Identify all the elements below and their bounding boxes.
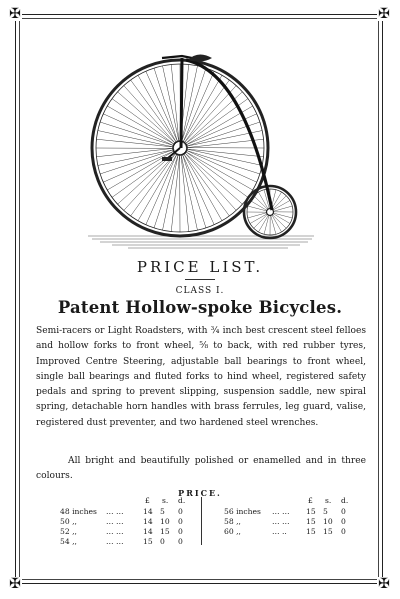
wheel-spoke (248, 213, 267, 218)
wheel-spoke (98, 131, 174, 148)
wheel-spoke (250, 201, 267, 211)
leader-dots: … … (272, 507, 290, 516)
wheel-spoke (272, 196, 286, 210)
finish-note: All bright and beautifully polished or enamelled and in three colours. (36, 456, 366, 481)
wheel-spoke (186, 150, 260, 174)
wheel-spoke (184, 152, 242, 204)
wheel-spoke (181, 154, 198, 230)
wheel-spoke (272, 215, 282, 232)
wheel-spoke (186, 149, 262, 166)
size-label: 54 ,, (60, 537, 77, 546)
price-pounds: 15 (306, 517, 316, 526)
wheel-spoke (254, 214, 268, 228)
wheel-spoke (100, 122, 174, 146)
wheel-spoke (254, 196, 268, 210)
title-rule (185, 279, 215, 280)
wheel-spoke (248, 206, 267, 211)
wheel-spoke (183, 153, 222, 221)
price-pence: 0 (341, 517, 346, 526)
price-shillings: 10 (160, 517, 170, 526)
leader-dots: … … (272, 517, 290, 526)
size-label: 58 ,, (224, 517, 241, 526)
leader-dots: … … (106, 507, 124, 516)
price-pence: 0 (178, 527, 183, 536)
wheel-spoke (271, 215, 276, 234)
size-label: 60 ,, (224, 527, 241, 536)
leader-dots: … … (106, 517, 124, 526)
product-description: Semi-racers or Light Roadsters, with ¾ inch best crescent steel felloes and hollow forks to front wheel, ⅝ to back, with red rubber tyres, Improved Centre Steering, adjustable ball bearings to front wheel, single ball bearings and fluted forks to hind wheel, registered safety pedals and spring to prevent slipping, suspension saddle, new spiral spring, detachable horn handles with brass ferrules, leg guard, valise, registered dust preventer, and two hardened steel wrenches. (36, 326, 366, 428)
price-shillings: 5 (323, 507, 328, 516)
penny-farthing-illustration (82, 30, 322, 256)
price-pence: 0 (341, 527, 346, 536)
wheel-spoke (184, 80, 230, 143)
price-list-title: PRICE LIST. (136, 258, 264, 276)
wheel-spoke (131, 153, 177, 216)
leader-dots: … .. (272, 527, 287, 536)
corner-ornament-icon: ✠ (9, 576, 21, 592)
price-pounds: 14 (143, 517, 153, 526)
corner-ornament-icon: ✠ (378, 6, 390, 22)
wheel-spoke (171, 154, 180, 232)
price-pounds: 14 (143, 507, 153, 516)
wheel-spoke (264, 215, 269, 234)
wheel-spoke (154, 154, 178, 228)
price-shillings: 10 (323, 517, 333, 526)
product-heading: Patent Hollow-spoke Bicycles. (57, 298, 343, 317)
corner-ornament-icon: ✠ (9, 6, 21, 22)
leader-dots: … … (106, 527, 124, 536)
wheel-spoke (131, 80, 177, 143)
leader-dots: … … (106, 537, 124, 546)
wheel-spoke (273, 213, 290, 223)
wheel-spoke (100, 150, 174, 174)
pence-header: d. (178, 496, 186, 505)
price-shillings: 15 (323, 527, 333, 536)
price-column-divider (201, 497, 202, 545)
wheel-spoke (273, 206, 292, 211)
shillings-header: s. (325, 496, 332, 505)
price-pounds: 14 (143, 527, 153, 536)
wheel-spoke (138, 75, 177, 143)
price-pence: 0 (341, 507, 346, 516)
price-shillings: 15 (160, 527, 170, 536)
size-label: 56 inches (224, 507, 261, 516)
wheel-spoke (250, 214, 267, 224)
wheel-spoke (154, 68, 178, 142)
price-heading: PRICE. (178, 488, 222, 498)
wheel-spoke (185, 151, 248, 197)
wheel-spoke (185, 151, 253, 190)
pounds-header: £ (308, 496, 313, 505)
price-pence: 0 (178, 537, 183, 546)
price-shillings: 0 (160, 537, 165, 546)
wheel-spoke (112, 99, 175, 145)
pounds-header: £ (145, 496, 150, 505)
wheel-spoke (272, 214, 286, 228)
price-pence: 0 (178, 517, 183, 526)
wheel-spoke (118, 92, 176, 144)
wheel-spoke (273, 213, 292, 218)
wheel-spoke (184, 152, 236, 210)
wheel-spoke (259, 215, 269, 232)
wheel-spoke (107, 106, 175, 145)
price-shillings: 5 (160, 507, 165, 516)
shillings-header: s. (162, 496, 169, 505)
price-pounds: 15 (306, 527, 316, 536)
price-pounds: 15 (143, 537, 153, 546)
wheel-spoke (259, 192, 269, 209)
wheel-spoke (183, 153, 229, 216)
wheel-spoke (124, 86, 176, 144)
size-label: 48 inches (60, 507, 97, 516)
size-label: 52 ,, (60, 527, 77, 536)
price-pounds: 15 (306, 507, 316, 516)
class-label: CLASS I. (175, 286, 225, 296)
wheel-spoke (182, 68, 206, 142)
wheel-spoke (182, 154, 206, 228)
size-label: 50 ,, (60, 517, 77, 526)
corner-ornament-icon: ✠ (378, 576, 390, 592)
pence-header: d. (341, 496, 349, 505)
wheel-spoke (96, 148, 174, 157)
price-pence: 0 (178, 507, 183, 516)
wheel-spoke (273, 201, 290, 211)
wheel-spoke (163, 66, 180, 142)
